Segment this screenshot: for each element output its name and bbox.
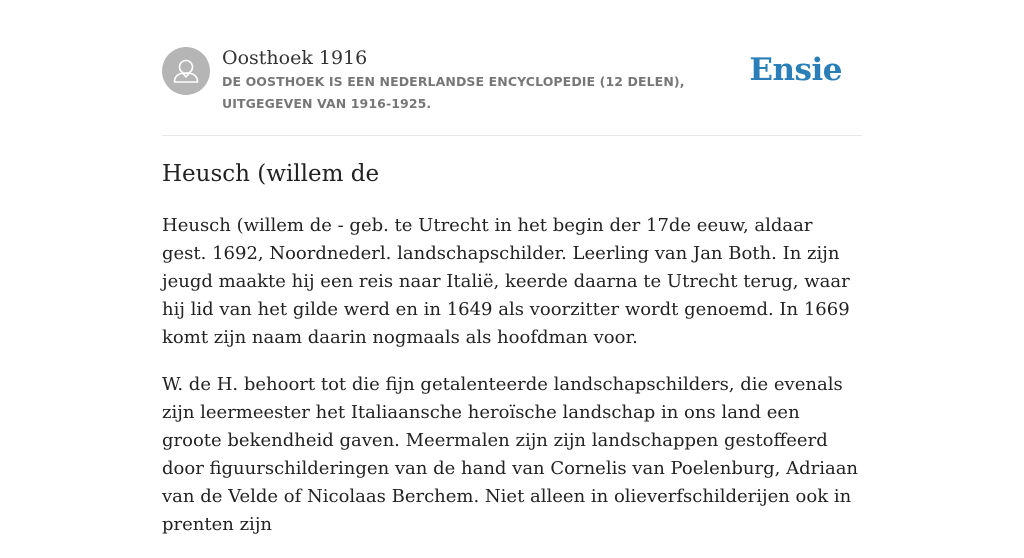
brand-logo[interactable]: Ensie (749, 52, 842, 88)
source-name[interactable]: Oosthoek 1916 (222, 47, 368, 69)
source-header (162, 0, 862, 136)
entry-body (162, 212, 862, 558)
user-icon (162, 47, 210, 95)
page-container (162, 0, 862, 535)
avatar[interactable] (162, 47, 210, 95)
entry-title: Heusch (willem de (162, 161, 380, 187)
source-description: DE OOSTHOEK IS EEN NEDERLANDSE ENCYCLOPEDIE (12 DELEN), UITGEGEVEN VAN 1916-1925. (222, 74, 685, 111)
entry-paragraph: Heusch (willem de - geb. te Utrecht in het begin der 17de eeuw, aldaar gest. 1692, Noordnederl. landschapschilder. Leerling van Jan Both. In zijn jeugd maakte hij een reis naar Italië, keerde daarna te Utrecht terug, waar hij lid van het gilde werd en in 1649 als voorzitter wordt genoemd. In 1669 komt zijn naam daarin nogmaals als hoofdman voor. (162, 215, 850, 348)
entry-paragraph: W. de H. behoort tot die fijn getalenteerde landschapschilders, die evenals zijn leermeester het Italiaansche heroïsche landschap in ons land een groote bekendheid gaven. Meermalen zijn zijn landschappen gestoffeerd door figuurschilderingen van de hand van Cornelis van Poelenburg, Adriaan van de Velde of Nicolaas Berchem. Niet alleen in olieverfschilderijen ook in prenten zijn (162, 374, 859, 535)
